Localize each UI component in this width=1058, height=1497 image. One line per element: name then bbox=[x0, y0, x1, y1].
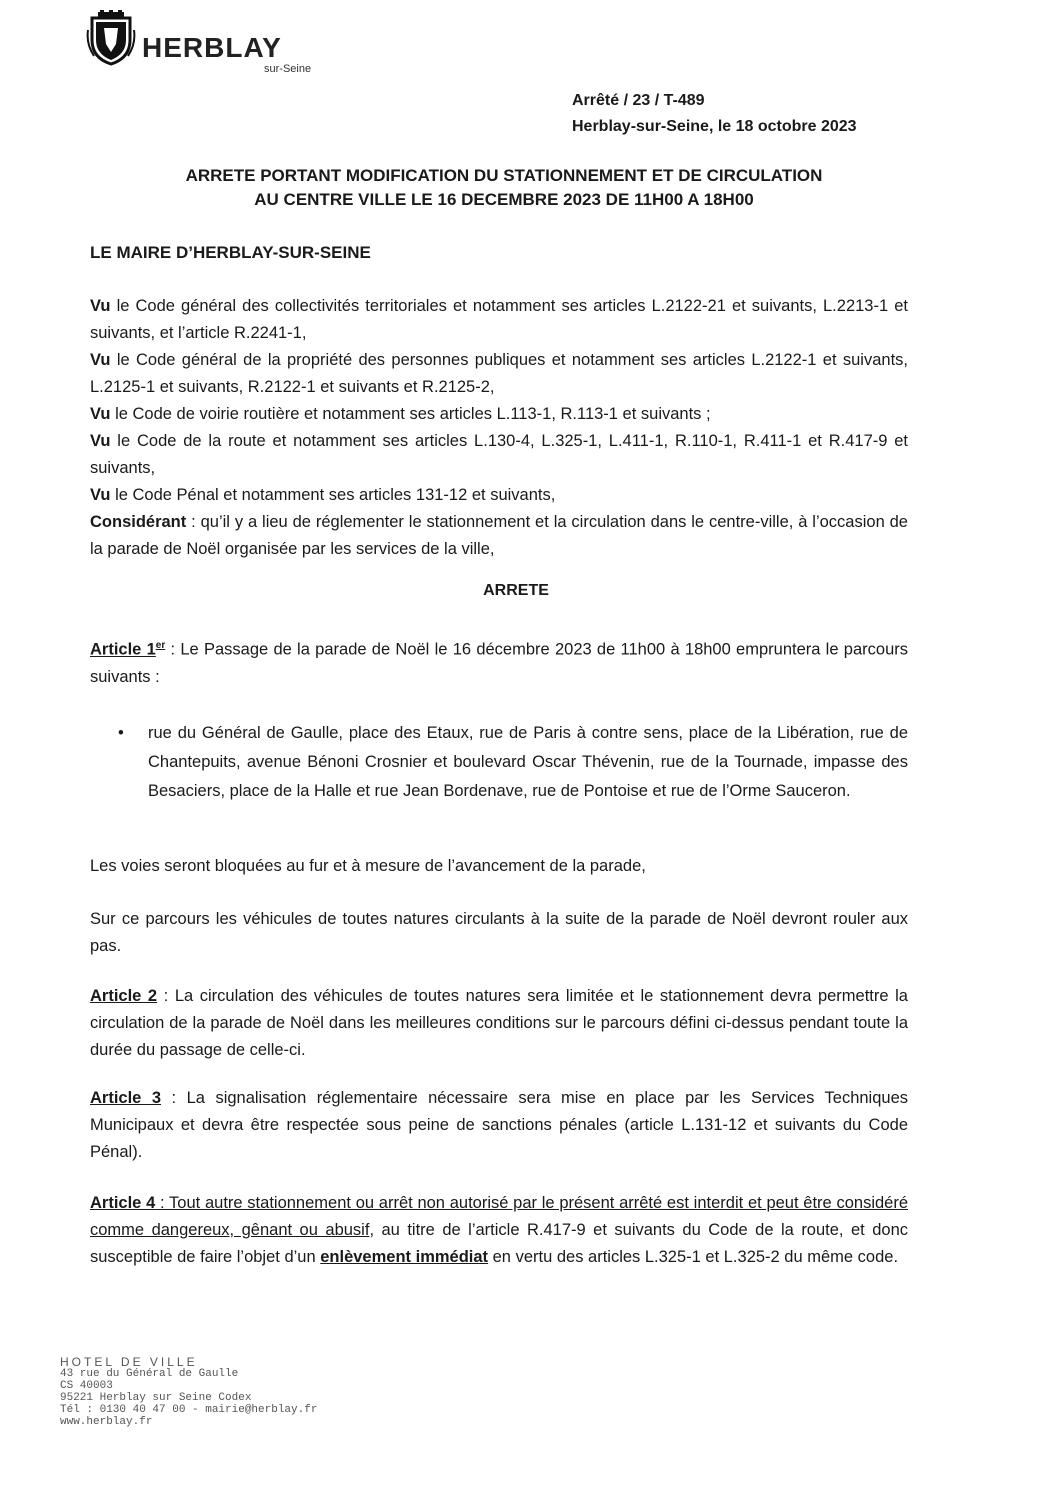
document-reference bbox=[572, 88, 857, 140]
article-1-para-3: Sur ce parcours les véhicules de toutes natures circulants à la suite de la parade de Noël devront rouler aux pas. bbox=[90, 910, 908, 955]
article-4-text: , au titre de l’article R.417-9 et suivants du Code de la route, et donc susceptible de faire l’objet d’un bbox=[90, 1221, 909, 1266]
city-logo bbox=[86, 10, 316, 75]
preamble-lead: Vu bbox=[90, 405, 111, 423]
article-3-label: Article 3 bbox=[90, 1089, 162, 1107]
preamble-item bbox=[90, 428, 908, 482]
preamble-lead: Vu bbox=[90, 351, 111, 369]
footer-street: 43 rue du Général de Gaulle bbox=[60, 1368, 239, 1380]
preamble-text: le Code Pénal et notamment ses articles 131-12 et suivants, bbox=[110, 486, 556, 504]
place-date: Herblay-sur-Seine, le 18 octobre 2023 bbox=[572, 118, 857, 135]
preamble-item bbox=[90, 509, 908, 563]
footer-address bbox=[60, 1356, 317, 1428]
preamble-text: le Code de la route et notamment ses articles L.130-4, L.325-1, L.411-1, R.110-1, R.411-1 et R.417-9 et suivants, bbox=[90, 432, 908, 477]
preamble-text: le Code général de la propriété des personnes publiques et notamment ses articles L.2122-1 et suivants, L.2125-1 et suivants, R.2122-1 et suivants et R.2125-2, bbox=[90, 351, 908, 396]
article-4-emphasis: enlèvement immédiat bbox=[320, 1248, 489, 1266]
article-4-text-underlined: : Tout autre stationnement ou arrêt non autorisé par le présent arrêté est interdit et peut être considéré comme dangereux, gênant ou abusif bbox=[90, 1194, 909, 1239]
preamble-lead: Vu bbox=[90, 297, 111, 315]
article-3-text: : La signalisation réglementaire nécessaire sera mise en place par les Services Techniques Municipaux et devra être respectée sous peine de sanctions pénales (article L.131-12 et suivants du Code Pénal). bbox=[90, 1089, 908, 1161]
footer-city: 95221 Herblay sur Seine Codex bbox=[60, 1392, 252, 1404]
article-1-text: : Le Passage de la parade de Noël le 16 décembre 2023 de 11h00 à 18h00 empruntera le parcours suivants : bbox=[90, 640, 908, 686]
preamble-item bbox=[90, 347, 908, 401]
bullet-icon: • bbox=[118, 724, 124, 742]
footer-title: HOTEL DE VILLE bbox=[60, 1355, 198, 1369]
preamble-lead: Considérant bbox=[90, 513, 187, 531]
arrete-heading: ARRETE bbox=[483, 582, 549, 599]
article-2 bbox=[90, 983, 908, 1064]
ref-number: Arrêté / 23 / T-489 bbox=[572, 92, 705, 109]
footer-website: www.herblay.fr bbox=[60, 1416, 153, 1428]
preamble-lead: Vu bbox=[90, 486, 111, 504]
article-1 bbox=[90, 632, 908, 691]
preamble-item bbox=[90, 482, 908, 509]
preamble-item bbox=[90, 293, 908, 347]
preamble-text: : qu’il y a lieu de réglementer le stationnement et la circulation dans le centre-ville, à l’occasion de la parade de Noël organisée par les services de la ville, bbox=[90, 513, 908, 558]
article-1-route bbox=[118, 719, 908, 806]
article-4 bbox=[90, 1190, 908, 1271]
footer-contact: Tél : 0130 40 47 00 - mairie@herblay.fr bbox=[60, 1404, 318, 1416]
title-line-2: AU CENTRE VILLE LE 16 DECEMBRE 2023 DE 11H00 A 18H00 bbox=[254, 190, 754, 209]
city-name: HERBLAY bbox=[142, 32, 282, 63]
preamble-text: le Code général des collectivités territoriales et notamment ses articles L.2122-21 et suivants, L.2213-1 et suivants, et l’article R.2241-1, bbox=[90, 297, 908, 342]
preamble-text: le Code de voirie routière et notamment ses articles L.113-1, R.113-1 et suivants ; bbox=[110, 405, 711, 423]
article-4-text-end: en vertu des articles L.325-1 et L.325-2 du même code. bbox=[488, 1248, 899, 1266]
route-list: rue du Général de Gaulle, place des Etaux, rue de Paris à contre sens, place de la Libération, rue de Chantepuits, avenue Bénoni Crosnier et boulevard Oscar Thévenin, rue de la Tournade, impasse des Besaciers, place de la Halle et rue Jean Bordenave, rue de Pontoise et rue de l’Orme Sauceron. bbox=[148, 724, 908, 800]
title-line-1: ARRETE PORTANT MODIFICATION DU STATIONNEMENT ET DE CIRCULATION bbox=[185, 166, 823, 185]
article-3 bbox=[90, 1085, 908, 1166]
preamble-item bbox=[90, 401, 908, 428]
coat-of-arms-icon bbox=[86, 10, 136, 66]
preamble-lead: Vu bbox=[90, 432, 111, 450]
city-subtitle: sur-Seine bbox=[264, 63, 312, 75]
footer-cs: CS 40003 bbox=[60, 1380, 113, 1392]
article-2-text: : La circulation des véhicules de toutes natures sera limitée et le stationnement devra permettre la circulation de la parade de Noël dans les meilleures conditions sur le parcours défini ci-dessus pendant toute la durée du passage de celle-ci. bbox=[90, 987, 908, 1059]
article-4-label: Article 4 bbox=[90, 1194, 156, 1212]
document-title bbox=[86, 164, 922, 212]
preamble bbox=[90, 293, 908, 563]
article-1-label: Article 1 bbox=[90, 640, 156, 659]
authority-heading: LE MAIRE D’HERBLAY-SUR-SEINE bbox=[90, 243, 371, 262]
article-2-label: Article 2 bbox=[90, 987, 158, 1005]
article-1-para-2: Les voies seront bloquées au fur et à mesure de l’avancement de la parade, bbox=[90, 857, 646, 875]
article-1-sup: er bbox=[155, 640, 166, 651]
